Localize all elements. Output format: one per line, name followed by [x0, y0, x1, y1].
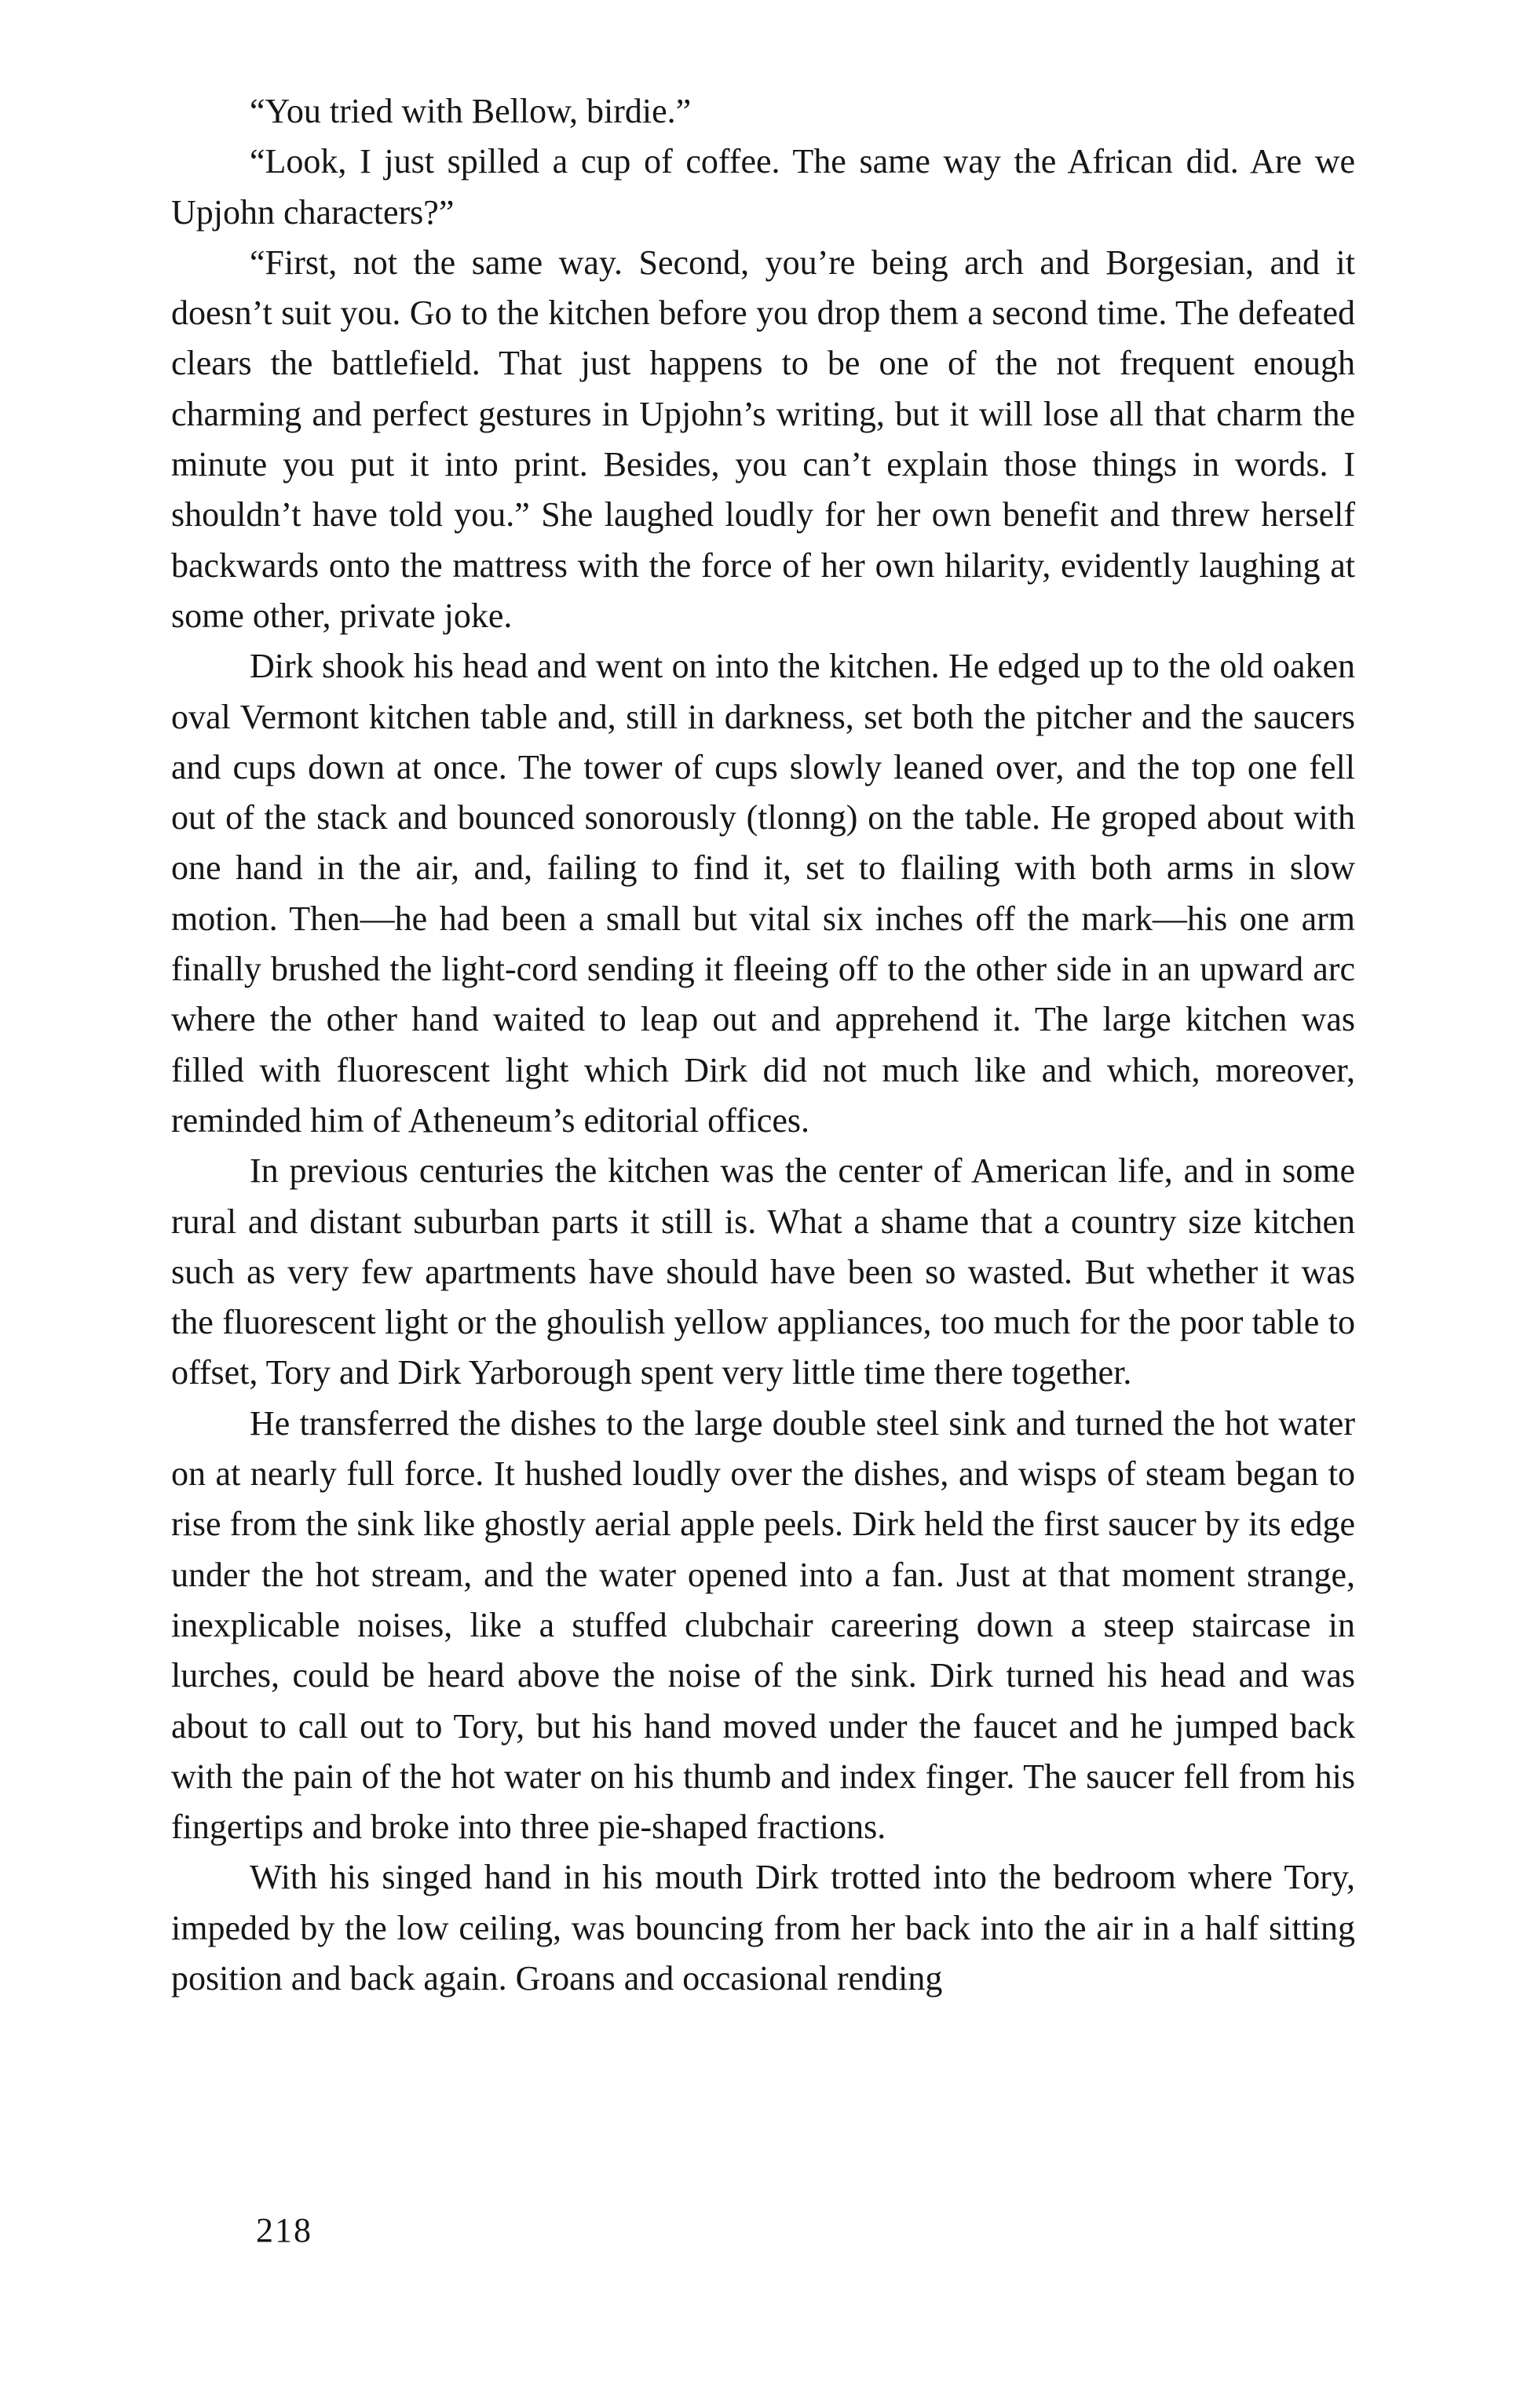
- paragraph-4: Dirk shook his head and went on into the kitchen. He edged up to the old oaken oval Vermont kitchen table and, still in darkness, set both the pitcher and the saucers and cups down at once. The tower of cups slowly leaned over, and the top one fell out of the stack and bounced sonorously (tlonng) on the table. He groped about with one hand in the air, and, failing to find it, set to flailing with both arms in slow motion. Then—he had been a small but vital six inches off the mark—his one arm finally brushed the light-cord sending it fleeing off to the other side in an upward arc where the other hand waited to leap out and apprehend it. The large kitchen was filled with fluorescent light which Dirk did not much like and which, moreover, reminded him of Atheneum’s editorial offices.: [171, 647, 1355, 1140]
- paragraph-7: With his singed hand in his mouth Dirk trotted into the bedroom where Tory, impeded by the low ceiling, was bouncing from her back into the air in a half sitting position and back again. Groans and occasional rending: [171, 1858, 1355, 1998]
- page-body: [171, 86, 1355, 2004]
- paragraph-5: In previous centuries the kitchen was the center of American life, and in some rural and distant suburban parts it still is. What a shame that a country size kitchen such as very few apartments have should have been so wasted. But whether it was the fluorescent light or the ghoulish yellow appliances, too much for the poor table to offset, Tory and Dirk Yarborough spent very little time there together.: [171, 1151, 1355, 1392]
- paragraph-6: He transferred the dishes to the large double steel sink and turned the hot water on at nearly full force. It hushed loudly over the dishes, and wisps of steam began to rise from the sink like ghostly aerial apple peels. Dirk held the first saucer by its edge under the hot stream, and the water opened into a fan. Just at that moment strange, inexplicable noises, like a stuffed clubchair careering down a steep staircase in lurches, could be heard above the noise of the sink. Dirk turned his head and was about to call out to Tory, but his hand moved under the faucet and he jumped back with the pain of the hot water on his thumb and index finger. The saucer fell from his fingertips and broke into three pie-shaped fractions.: [171, 1403, 1355, 1847]
- paragraph-2: “Look, I just spilled a cup of coffee. The same way the African did. Are we Upjohn characters?”: [171, 142, 1355, 232]
- paragraph-1: “You tried with Bellow, birdie.”: [250, 92, 692, 130]
- paragraph-3: “First, not the same way. Second, you’re being arch and Borgesian, and it doesn’t suit you. Go to the kitchen before you drop them a second time. The defeated clears the battlefield. That just happens to be one of the not frequent enough charming and perfect gestures in Upjohn’s writing, but it will lose all that charm the minute you put it into print. Besides, you can’t explain those things in words. I shouldn’t have told you.” She laughed loudly for her own benefit and threw herself backwards onto the mattress with the force of her own hilarity, evidently laughing at some other, private joke.: [171, 243, 1355, 635]
- page-number: 218: [256, 2211, 312, 2249]
